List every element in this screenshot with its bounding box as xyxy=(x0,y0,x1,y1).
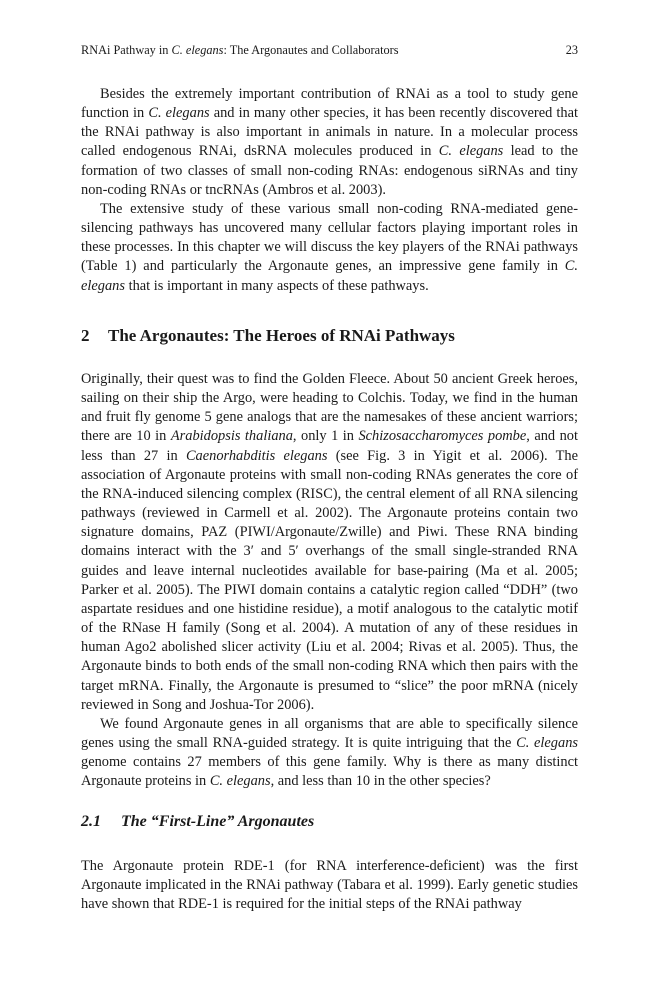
running-head xyxy=(81,43,578,63)
intro-text xyxy=(81,85,578,296)
subsection-heading: 2.1 The “First-Line” Argonautes xyxy=(81,813,315,830)
page-number: 23 xyxy=(565,43,578,57)
paragraph: We found Argonaute genes in all organisms that are able to specifically silence genes using the small RNA-guided strategy. It is quite intriguing that the C. elegans genome contains 27 members of this gene family. Why is there as many distinct Argonaute proteins in C. elegans, and less than 10 in the other species? xyxy=(81,715,578,790)
paragraph: Besides the extremely important contribution of RNAi as a tool to study gene function in C. elegans and in many other species, it has been recently discovered that the RNAi pathway is also important in animals in nature. In a molecular process called endogenous RNAi, dsRNA molecules produced in C. elegans lead to the formation of two classes of small non-coding RNAs: endogenous siRNAs and tiny non-coding RNAs or tncRNAs (Ambros et al. 2003). xyxy=(81,86,578,198)
paragraph: Originally, their quest was to find the Golden Fleece. About 50 ancient Greek heroes, sailing on their ship the Argo, were heading to Colchis. Today, we find in the human and fruit fly genome 5 gene analogs that are the namesakes of these ancient warriors; there are 10 in Arabidopsis thaliana, only 1 in Schizosaccharomyces pombe, and not less than 27 in Caenorhabditis elegans (see Fig. 3 in Yigit et al. 2006). The association of Argonaute proteins with small non-coding RNAs generates the core of the RNA-induced silencing complex (RISC), the central element of all RNA silencing pathways (reviewed in Carmell et al. 2002). The Argonaute proteins contain two signature domains, PAZ (PIWI/Argonaute/Zwille) and Piwi. These RNA binding domains interact with the 3′ and 5′ overhangs of the small single-stranded RNA guides and leave internal nucleotides available for base-pairing (Ma et al. 2005; Parker et al. 2005). The PIWI domain contains a catalytic region called “DDH” (two aspartate residues and one histidine residue), a motif analogous to the catalytic motif of the RNase H family (Song et al. 2004). A mutation of any of these residues in human Ago2 abolished slicer activity (Liu et al. 2004; Rivas et al. 2005). Thus, the Argonaute binds to both ends of the small non-coding RNA which then pairs with the target mRNA. Finally, the Argonaute is presumed to “slice” the poor mRNA (nicely reviewed in Song and Joshua-Tor 2006). xyxy=(81,371,578,713)
paragraph: The Argonaute protein RDE-1 (for RNA interference-deficient) was the first Argonaute implicated in the RNAi pathway (Tabara et al. 1999). Early genetic studies have shown that RDE-1 is required for the initial steps of the RNAi pathway xyxy=(81,858,578,913)
section-heading: 2 The Argonautes: The Heroes of RNAi Pathways xyxy=(81,326,455,345)
running-head-title: RNAi Pathway in C. elegans: The Argonautes and Collaborators xyxy=(81,43,399,57)
paragraph: The extensive study of these various small non-coding RNA-mediated gene-silencing pathways has uncovered many cellular factors playing important roles in these processes. In this chapter we will discuss the key players of the RNAi pathways (Table 1) and particularly the Argonaute genes, an impressive gene family in C. elegans that is important in many aspects of these pathways. xyxy=(81,200,578,294)
section-2-text xyxy=(81,370,578,791)
section-2-1-text xyxy=(81,857,578,914)
